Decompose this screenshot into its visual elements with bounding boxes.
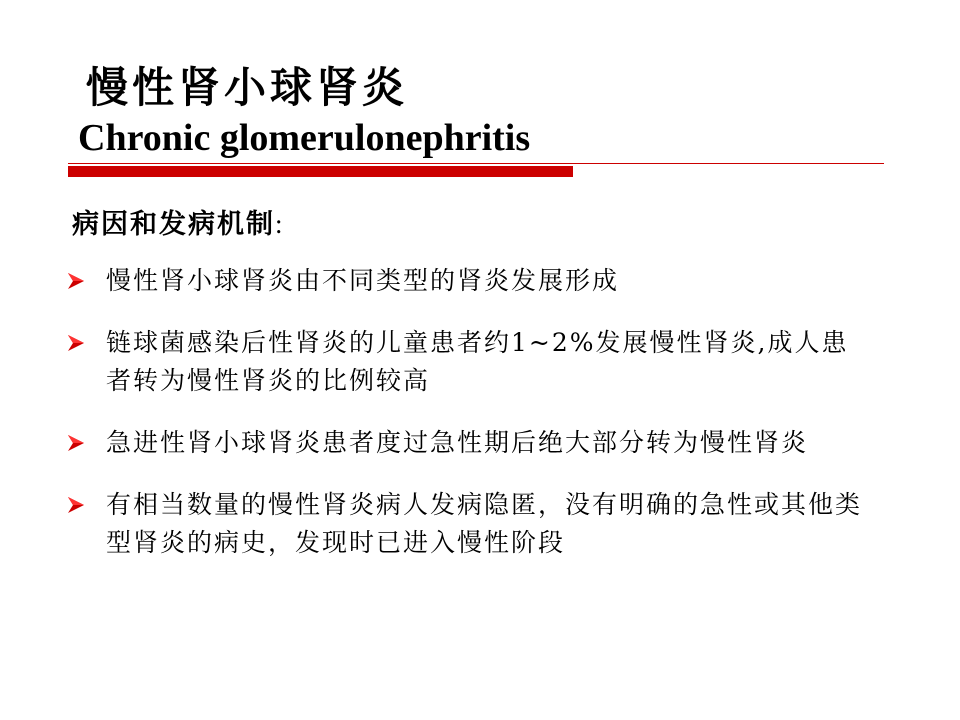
bullet-list xyxy=(64,262,864,586)
bullet-item xyxy=(64,324,864,400)
bullet-item xyxy=(64,486,864,562)
title-divider-thick xyxy=(68,166,573,177)
arrow-bullet-icon xyxy=(66,433,86,453)
arrow-bullet-icon xyxy=(66,495,86,515)
section-heading-colon: : xyxy=(275,209,285,239)
arrow-bullet-icon xyxy=(66,333,86,353)
bullet-text: 急进性肾小球肾炎患者度过急性期后绝大部分转为慢性肾炎 xyxy=(106,428,809,457)
title-divider-thin xyxy=(68,163,884,164)
title-chinese: 慢性肾小球肾炎 xyxy=(86,63,409,112)
section-heading xyxy=(72,206,285,243)
section-heading-text: 病因和发病机制 xyxy=(72,209,275,240)
bullet-text: 慢性肾小球肾炎由不同类型的肾炎发展形成 xyxy=(106,266,620,295)
title-english: Chronic glomerulonephritis xyxy=(78,117,531,159)
arrow-bullet-icon xyxy=(66,271,86,291)
bullet-item xyxy=(64,424,864,462)
bullet-item xyxy=(64,262,864,300)
bullet-text: 有相当数量的慢性肾炎病人发病隐匿，没有明确的急性或其他类型肾炎的病史，发现时已进入慢性阶段 xyxy=(106,490,863,557)
bullet-text: 链球菌感染后性肾炎的儿童患者约1~2%发展慢性肾炎,成人患者转为慢性肾炎的比例较高 xyxy=(106,328,849,395)
